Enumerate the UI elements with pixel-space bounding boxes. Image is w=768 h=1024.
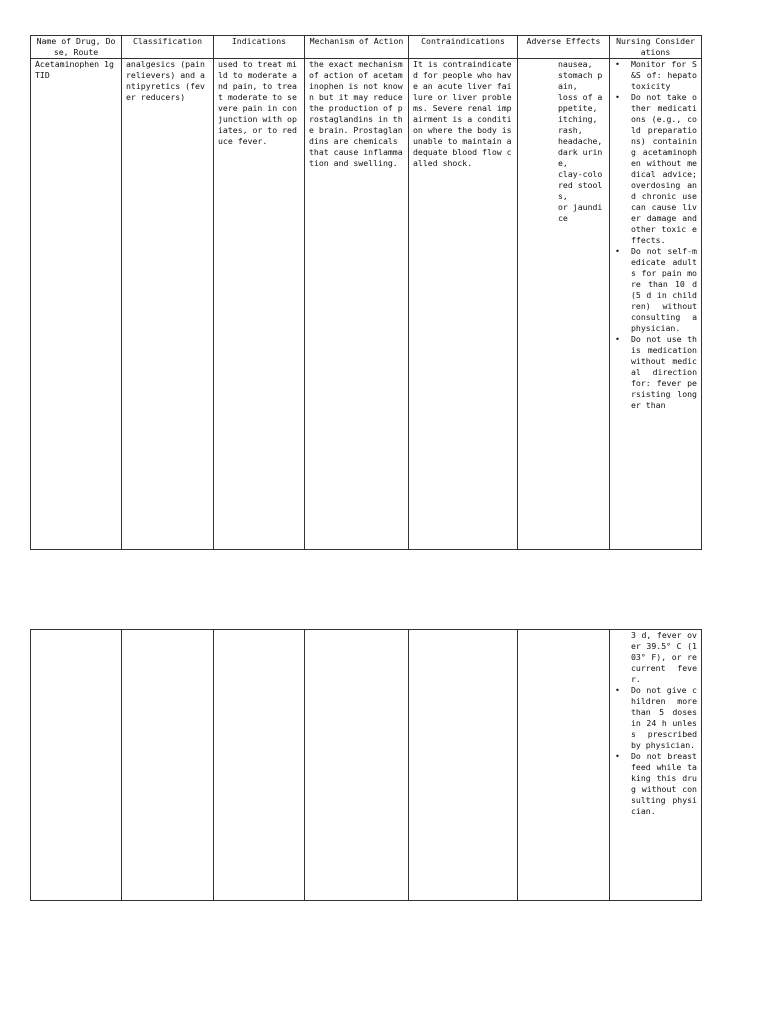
list-item [614, 685, 697, 751]
list-item-text: Monitor for S&S of: hepatotoxicity [631, 59, 697, 91]
cell-indications: used to treat mild to moderate and pain, to treat moderate to severe pain in conjunction with opiates, or to reduce fever. [214, 59, 305, 550]
list-item-text: Do not breast feed while taking this drug without consulting physician. [631, 751, 697, 816]
header-mechanism: Mechanism of Action [305, 36, 409, 59]
bullet-icon: • [615, 685, 620, 695]
adverse-effect-item: dark urine, [558, 147, 603, 168]
bullet-icon: • [615, 59, 620, 69]
cell-adverse-effects [518, 59, 610, 550]
nursing-continued-text: 3 d, fever over 39.5° C (103° F), or recurrent fever. [631, 630, 697, 684]
cell-drug: Acetaminophen 1g TID [31, 59, 122, 550]
header-contraindications: Contraindications [409, 36, 518, 59]
list-item-text: Do not self-medicate adults for pain more than 10 d (5 d in children) without consulting a physician. [631, 246, 697, 333]
cell-mechanism [305, 630, 409, 901]
header-classification: Classification [122, 36, 214, 59]
header-indications: Indications [214, 36, 305, 59]
nursing-considerations-list [614, 685, 697, 817]
cell-indications [214, 630, 305, 901]
list-item [614, 59, 697, 92]
cell-drug [31, 630, 122, 901]
adverse-effect-item: itching, [558, 114, 598, 124]
adverse-effect-item: or jaundice [558, 202, 603, 223]
drug-study-table-page-2 [30, 629, 702, 901]
nursing-considerations-list [614, 59, 697, 411]
cell-mechanism: the exact mechanism of action of acetaminophen is not known but it may reduce the production of prostaglandins in the brain. Prostaglandins are chemicals that cause inflammation and swelling. [305, 59, 409, 550]
bullet-icon: • [615, 751, 620, 761]
adverse-effect-item: stomach pain, [558, 70, 603, 91]
bullet-icon: • [615, 334, 620, 344]
adverse-effect-item: headache, [558, 136, 603, 146]
adverse-effect-item: rash, [558, 125, 583, 135]
table-row [31, 59, 702, 550]
drug-study-table-page-1 [30, 35, 702, 550]
list-item [614, 246, 697, 334]
cell-contraindications: It is contraindicated for people who have an acute liver failure or liver problems. Severe renal impairment is a condition where the body is unable to maintain adequate blood flow called shock. [409, 59, 518, 550]
bullet-icon: • [615, 92, 620, 102]
list-item-text: Do not give children more than 5 doses in 24 h unless prescribed by physician. [631, 685, 697, 750]
adverse-effects-list [522, 59, 605, 224]
cell-adverse-effects [518, 630, 610, 901]
table-header-row [31, 36, 702, 59]
header-adverse-effects: Adverse Effects [518, 36, 610, 59]
list-item [614, 92, 697, 246]
list-item-text: Do not take other medications (e.g., cold preparations) containing acetaminophen without medical advice; overdosing and chronic use can cause liver damage and other toxic effects. [631, 92, 697, 245]
adverse-effect-item: clay-colored stools, [558, 169, 603, 201]
table-row [31, 630, 702, 901]
cell-nursing-considerations [610, 59, 702, 550]
cell-nursing-considerations [610, 630, 702, 901]
cell-classification: analgesics (pain relievers) and antipyretics (fever reducers) [122, 59, 214, 550]
adverse-effect-item: nausea, [558, 59, 593, 69]
header-nursing-considerations: Nursing Considerations [610, 36, 702, 59]
list-item [614, 751, 697, 817]
bullet-icon: • [615, 246, 620, 256]
adverse-effect-item: loss of appetite, [558, 92, 603, 113]
cell-classification [122, 630, 214, 901]
list-item [614, 334, 697, 411]
list-item-text: Do not use this medication without medical direction for: fever persisting longer than [631, 334, 697, 410]
header-drug: Name of Drug, Dose, Route [31, 36, 122, 59]
cell-contraindications [409, 630, 518, 901]
